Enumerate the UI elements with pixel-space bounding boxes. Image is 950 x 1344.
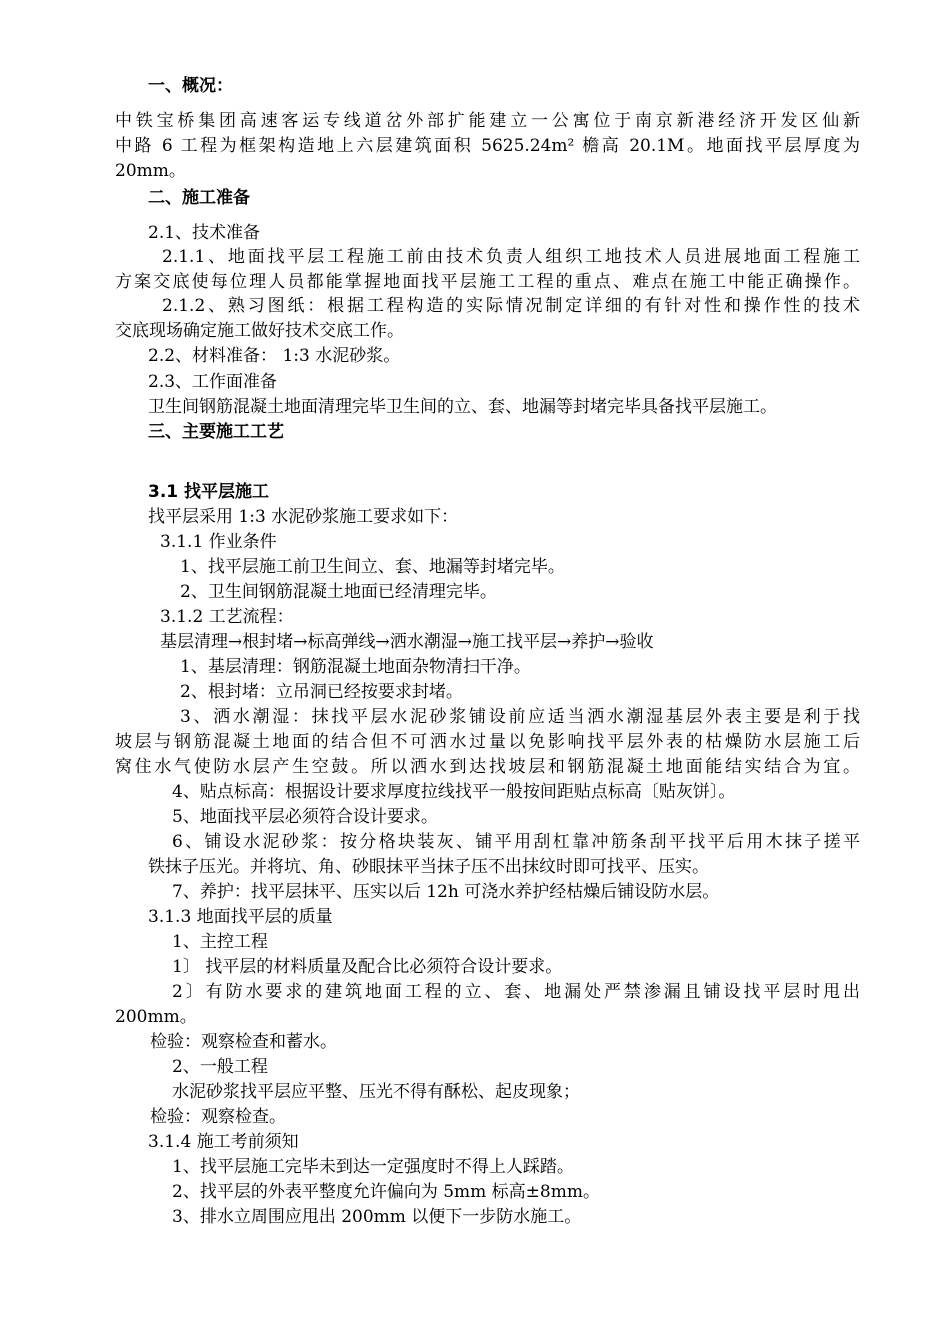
step-1: 1、基层清理：钢筋混凝土地面杂物清扫干净。: [180, 657, 531, 677]
step-5: 5、地面找平层必须符合设计要求。: [172, 807, 438, 827]
section-3-1-intro: 找平层采用 1:3 水泥砂浆施工要求如下：: [148, 507, 459, 527]
condition-item-2: 2、卫生间钢筋混凝土地面已经清理完毕。: [180, 582, 497, 602]
main-control-item-2-line-1: 2〕有防水要求的建筑地面工程的立、套、地漏处严禁渗漏且铺设找平层时甩出: [172, 982, 860, 1002]
section-2-2: 2.2、材料准备： 1:3 水泥砂浆。: [148, 346, 401, 366]
step-7: 7、养护：找平层抹平、压实以后 12h 可浇水养护经枯燥后铺设防水层。: [172, 882, 720, 902]
general-text: 水泥砂浆找平层应平整、压光不得有酥松、起皮现象；: [172, 1082, 580, 1102]
note-2: 2、找平层的外表平整度允许偏向为 5mm 标高±8mm。: [172, 1182, 600, 1202]
step-3-line-1: 3、洒水潮湿：抹找平层水泥砂浆铺设前应适当洒水潮湿基层外表主要是利于找: [180, 707, 860, 727]
note-1: 1、找平层施工完毕未到达一定强度时不得上人踩踏。: [172, 1157, 574, 1177]
heading-process: 三、主要施工工艺: [148, 422, 284, 442]
inspection-1: 检验：观察检查和蓄水。: [150, 1032, 337, 1052]
main-control-item-2-line-2: 200mm。: [115, 1007, 197, 1027]
general-heading: 2、一般工程: [172, 1057, 268, 1077]
section-2-1-2-line-1: 2.1.2、熟习图纸：根据工程构造的实际情况制定详细的有针对性和操作性的技术: [162, 296, 860, 316]
main-control-heading: 1、主控工程: [172, 932, 268, 952]
note-3: 3、排水立周围应甩出 200mm 以便下一步防水施工。: [172, 1207, 582, 1227]
overview-line-2: 中路 6 工程为框架构造地上六层建筑面积 5625.24m² 檐高 20.1M。地面找平层厚度为: [115, 136, 860, 156]
section-2-1-1-line-2: 方案交底使每位理人员都能掌握地面找平层施工工程的重点、难点在施工中能正确操作。: [115, 272, 860, 292]
section-3-1-3: 3.1.3 地面找平层的质量: [148, 907, 333, 927]
heading-overview: 一、概况：: [148, 76, 233, 96]
section-3-1-4: 3.1.4 施工考前须知: [148, 1132, 299, 1152]
section-2-1-2-line-2: 交底现场确定施工做好技术交底工作。: [115, 321, 404, 341]
section-2-3: 2.3、工作面准备: [148, 372, 278, 392]
inspection-2: 检验：观察检查。: [150, 1107, 286, 1127]
step-3-line-2: 坡层与钢筋混凝土地面的结合但不可洒水过量以免影响找平层外表的枯燥防水层施工后: [115, 732, 860, 752]
condition-item-1: 1、找平层施工前卫生间立、套、地漏等封堵完毕。: [180, 557, 565, 577]
process-flow: 基层清理→根封堵→标高弹线→洒水潮湿→施工找平层→养护→验收: [160, 632, 654, 652]
step-2: 2、根封堵：立吊洞已经按要求封堵。: [180, 682, 463, 702]
section-2-3-text: 卫生间钢筋混凝土地面清理完毕卫生间的立、套、地漏等封堵完毕具备找平层施工。: [148, 397, 777, 417]
step-4: 4、贴点标高：根据设计要求厚度拉线找平一般按间距贴点标高〔贴灰饼〕。: [172, 782, 736, 802]
main-control-item-1: 1〕 找平层的材料质量及配合比必须符合设计要求。: [172, 957, 563, 977]
overview-line-1: 中铁宝桥集团高速客运专线道岔外部扩能建立一公寓位于南京新港经济开发区仙新: [115, 111, 860, 131]
section-3-1: 3.1 找平层施工: [148, 482, 270, 502]
section-3-1-2: 3.1.2 工艺流程：: [160, 607, 294, 627]
section-2-1: 2.1、技术准备: [148, 223, 261, 243]
step-6-line-2: 铁抹子压光。并将坑、角、砂眼抹平当抹子压不出抹纹时即可找平、压实。: [148, 857, 709, 877]
step-3-line-3: 窝住水气使防水层产生空鼓。所以洒水到达找坡层和钢筋混凝土地面能结实结合为宜。: [115, 757, 860, 777]
section-2-1-1-line-1: 2.1.1、地面找平层工程施工前由技术负责人组织工地技术人员进展地面工程施工: [162, 247, 860, 267]
section-3-1-1: 3.1.1 作业条件: [160, 532, 277, 552]
heading-preparation: 二、施工准备: [148, 188, 250, 208]
overview-line-3: 20mm。: [115, 161, 186, 181]
step-6-line-1: 6、铺设水泥砂浆：按分格块装灰、铺平用刮杠靠冲筋条刮平找平后用木抹子搓平: [172, 832, 860, 852]
